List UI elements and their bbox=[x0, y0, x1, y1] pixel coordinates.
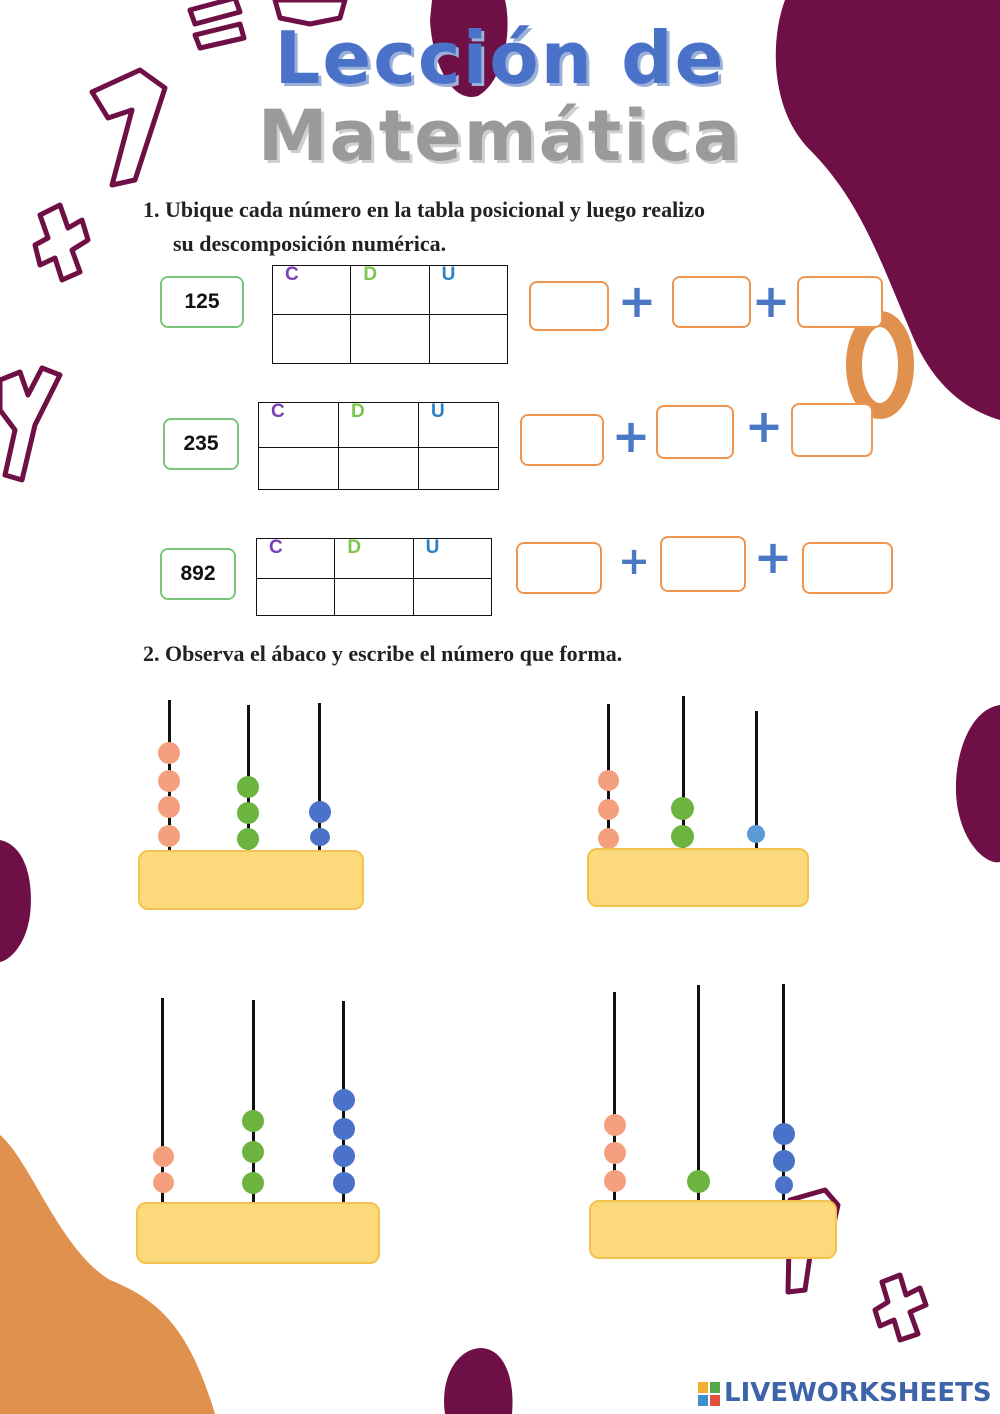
plus-icon: + bbox=[618, 539, 650, 583]
place-value-table-2 bbox=[258, 402, 499, 490]
header-c[interactable]: C bbox=[273, 266, 351, 315]
bead-hundreds bbox=[158, 770, 180, 792]
abacus-base bbox=[136, 1202, 380, 1264]
abacus-base bbox=[138, 850, 364, 910]
header-d[interactable]: D bbox=[339, 403, 419, 448]
answer-box-units-3[interactable] bbox=[802, 542, 893, 594]
answer-box-units-1[interactable] bbox=[797, 276, 883, 328]
header-d[interactable]: D bbox=[335, 539, 413, 579]
maroon-shape-right-mid bbox=[956, 705, 1000, 862]
outline-symbol-y bbox=[0, 368, 60, 480]
answer-box-hundreds-1[interactable] bbox=[529, 281, 609, 331]
question-1-text-cont bbox=[173, 227, 446, 261]
bead-units bbox=[309, 801, 331, 823]
bead-hundreds bbox=[598, 799, 619, 820]
bead-units bbox=[773, 1123, 795, 1145]
bead-hundreds bbox=[158, 825, 180, 847]
answer-box-tens-3[interactable] bbox=[660, 536, 746, 592]
place-value-table-1 bbox=[272, 265, 508, 364]
place-value-table-3 bbox=[256, 538, 492, 616]
bead-tens bbox=[242, 1141, 264, 1163]
bead-units bbox=[333, 1089, 355, 1111]
bead-units bbox=[333, 1145, 355, 1167]
bead-hundreds bbox=[158, 742, 180, 764]
answer-box-tens-1[interactable] bbox=[672, 276, 751, 328]
bead-tens bbox=[687, 1170, 710, 1193]
maroon-shape-bottom bbox=[444, 1348, 512, 1414]
plus-icon: + bbox=[611, 409, 651, 463]
number-box-1: 125 bbox=[160, 276, 244, 328]
header-c[interactable]: C bbox=[257, 539, 335, 579]
plus-icon: + bbox=[744, 399, 784, 453]
cell-u-answer[interactable] bbox=[419, 448, 499, 490]
bead-hundreds bbox=[153, 1146, 174, 1167]
answer-box-tens-2[interactable] bbox=[656, 405, 734, 459]
header-d[interactable]: D bbox=[351, 266, 429, 315]
cell-c-answer[interactable] bbox=[259, 448, 339, 490]
cell-d-answer[interactable] bbox=[339, 448, 419, 490]
bead-tens bbox=[242, 1172, 264, 1194]
number-box-2: 235 bbox=[163, 418, 239, 470]
header-u[interactable]: U bbox=[429, 266, 507, 315]
bead-tens bbox=[237, 828, 259, 850]
question-1-text-line2: su descomposición numérica. bbox=[173, 231, 447, 256]
bead-units bbox=[773, 1150, 795, 1172]
orange-ring bbox=[854, 319, 906, 411]
bead-units bbox=[775, 1176, 793, 1194]
bead-hundreds bbox=[604, 1170, 626, 1192]
maroon-shape-left bbox=[0, 840, 31, 962]
cell-c-answer[interactable] bbox=[273, 315, 351, 364]
cell-d-answer[interactable] bbox=[335, 579, 413, 616]
bead-tens bbox=[237, 802, 259, 824]
plus-icon: + bbox=[753, 530, 793, 584]
cell-u-answer[interactable] bbox=[429, 315, 507, 364]
header-u[interactable]: U bbox=[413, 539, 491, 579]
bead-units bbox=[747, 825, 765, 843]
title-line-2: Matemática bbox=[257, 95, 743, 177]
cell-u-answer[interactable] bbox=[413, 579, 491, 616]
title-line-1: Lección de bbox=[274, 16, 726, 100]
cell-c-answer[interactable] bbox=[257, 579, 335, 616]
bead-tens bbox=[237, 776, 259, 798]
plus-icon: + bbox=[751, 274, 791, 328]
question-2-text: 2. Observa el ábaco y escribe el número que forma. bbox=[143, 641, 623, 666]
answer-box-hundreds-3[interactable] bbox=[516, 542, 602, 594]
bead-tens bbox=[671, 825, 694, 848]
liveworksheets-logo bbox=[698, 1378, 998, 1412]
header-u[interactable]: U bbox=[419, 403, 499, 448]
outline-symbol-x bbox=[35, 205, 88, 280]
bead-hundreds bbox=[598, 828, 619, 849]
outline-symbol-x-bottom bbox=[875, 1275, 926, 1340]
logo-text: LIVEWORKSHEETS bbox=[724, 1378, 992, 1408]
bead-hundreds bbox=[604, 1114, 626, 1136]
number-box-3: 892 bbox=[160, 548, 236, 600]
bead-hundreds bbox=[158, 796, 180, 818]
logo-grid-icon bbox=[698, 1382, 720, 1406]
bead-units bbox=[310, 828, 330, 846]
bead-units bbox=[333, 1118, 355, 1140]
answer-box-hundreds-2[interactable] bbox=[520, 414, 604, 466]
abacus-base bbox=[589, 1200, 837, 1259]
orange-shape-bottom-left bbox=[0, 1135, 215, 1414]
bead-tens bbox=[671, 797, 694, 820]
header-c[interactable]: C bbox=[259, 403, 339, 448]
bead-tens bbox=[242, 1110, 264, 1132]
bead-hundreds bbox=[604, 1142, 626, 1164]
bead-hundreds bbox=[153, 1172, 174, 1193]
abacus-base bbox=[587, 848, 809, 907]
answer-box-units-2[interactable] bbox=[791, 403, 873, 457]
bead-units bbox=[333, 1172, 355, 1194]
bead-hundreds bbox=[598, 770, 619, 791]
cell-d-answer[interactable] bbox=[351, 315, 429, 364]
plus-icon: + bbox=[617, 274, 657, 328]
question-1-text: 1. Ubique cada número en la tabla posicional y luego realizo bbox=[143, 197, 706, 222]
